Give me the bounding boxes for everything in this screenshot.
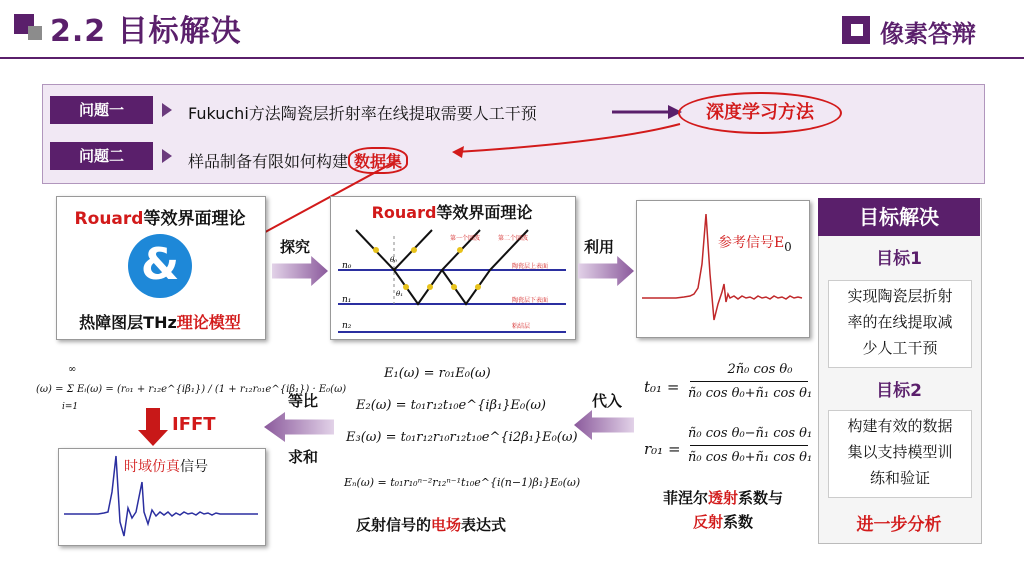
layer-label-bottom: 陶瓷层下表面	[512, 297, 549, 304]
substitute-arrow	[574, 410, 634, 440]
diagram-card-title: Rouard等效界面理论	[371, 203, 533, 222]
beam-label-2: 第二个回波	[498, 235, 529, 242]
t01-numerator: 2ñ₀ cos θ₀	[727, 362, 793, 377]
angle-theta1: θ₁	[396, 290, 404, 298]
time-domain-plot	[62, 452, 260, 540]
geo-sum-label-1: 等比	[288, 392, 319, 410]
use-label: 利用	[584, 238, 615, 256]
sum-formula: (ω) = Σ Eᵢ(ω) = (r₀₁ + r₁₂e^{iβ₁}) / (1 + r₁₂r₀₁e^{iβ₁}) · E₀(ω)	[36, 384, 347, 395]
problem-2-text: 样品制备有限如何构建 数据集	[188, 147, 408, 174]
equation-e1: E₁(ω) = r₀₁E₀(ω)	[384, 366, 491, 381]
theory-card-title: Rouard等效界面理论	[74, 209, 246, 229]
time-domain-label: 时域仿真信号	[124, 459, 208, 475]
t01-fraction-bar	[690, 381, 808, 382]
dataset-highlight: 数据集	[348, 147, 408, 174]
theory-card-bottom: 热障图层THz理论模型	[79, 313, 241, 332]
solution-oval: 深度学习方法	[678, 92, 842, 134]
goal-2-box: 构建有效的数据 集以支持模型训 练和验证	[828, 410, 972, 498]
r01-denominator: ñ₀ cos θ₀+ñ₁ cos θ₁	[688, 450, 813, 465]
substitute-label: 代入	[592, 392, 623, 410]
reference-signal-label: 参考信号$E_0$	[718, 235, 792, 254]
angle-theta0: θ₀	[390, 256, 398, 264]
sum-lower: i=1	[62, 402, 79, 412]
layer-diagram	[338, 222, 566, 334]
goal-1-box: 实现陶瓷层折射 率的在线提取减 少人工干预	[828, 280, 972, 368]
layer-n1: n₁	[342, 295, 352, 305]
r01-fraction-bar	[690, 445, 808, 446]
problem-1-text: Fukuchi方法陶瓷层折射率在线提取需要人工干预	[188, 104, 537, 123]
ifft-label: IFFT	[172, 414, 216, 435]
problem-2-badge: 问题二	[50, 142, 153, 170]
ampersand-icon: &	[128, 234, 192, 298]
next-step-label: 进一步分析	[856, 515, 942, 535]
reference-signal-plot	[640, 204, 804, 332]
r01-numerator: ñ₀ cos θ₀−ñ₁ cos θ₁	[688, 426, 813, 441]
sum-upper: ∞	[68, 364, 77, 375]
geo-sum-label-2: 求和	[288, 448, 319, 466]
equation-e3: E₃(ω) = t₀₁r₁₂r₁₀r₁₂t₁₀e^{i2β₁}E₀(ω)	[346, 430, 578, 445]
r01-lhs: r₀₁ =	[644, 440, 681, 458]
t01-lhs: t₀₁ =	[644, 378, 680, 396]
fresnel-caption: 菲涅尔透射系数与 反射系数	[662, 489, 784, 531]
logo-text: 像素答辩	[880, 20, 976, 48]
goal-1-title: 目标1	[876, 249, 922, 269]
equation-en: Eₙ(ω) = t₀₁r₁₀ⁿ⁻²r₁₂ⁿ⁻¹t₁₀e^{i(n−1)β₁}E₀(ω)	[344, 476, 581, 489]
ifft-arrow-stem	[146, 408, 160, 432]
t01-denominator: ñ₀ cos θ₀+ñ₁ cos θ₁	[688, 386, 813, 401]
beam-label-1: 第一个回波	[450, 235, 481, 242]
equation-e2: E₂(ω) = t₀₁r₁₂t₁₀e^{iβ₁}E₀(ω)	[356, 398, 546, 413]
ifft-arrow-head	[138, 430, 168, 446]
problem-1-badge: 问题一	[50, 96, 153, 124]
layer-label-top: 陶瓷层上表面	[512, 263, 549, 270]
explore-label: 探究	[280, 238, 311, 256]
goal-sidebar-header: 目标解决	[818, 198, 980, 236]
page-title: 2.2 目标解决	[50, 14, 242, 49]
layer-label-bond: 粘结层	[512, 323, 531, 330]
field-caption: 反射信号的电场表达式	[356, 516, 507, 534]
layer-n0: n₀	[342, 261, 352, 271]
layer-n2: n₂	[342, 321, 352, 331]
goal-2-title: 目标2	[876, 381, 922, 401]
geo-sum-arrow	[264, 412, 334, 442]
